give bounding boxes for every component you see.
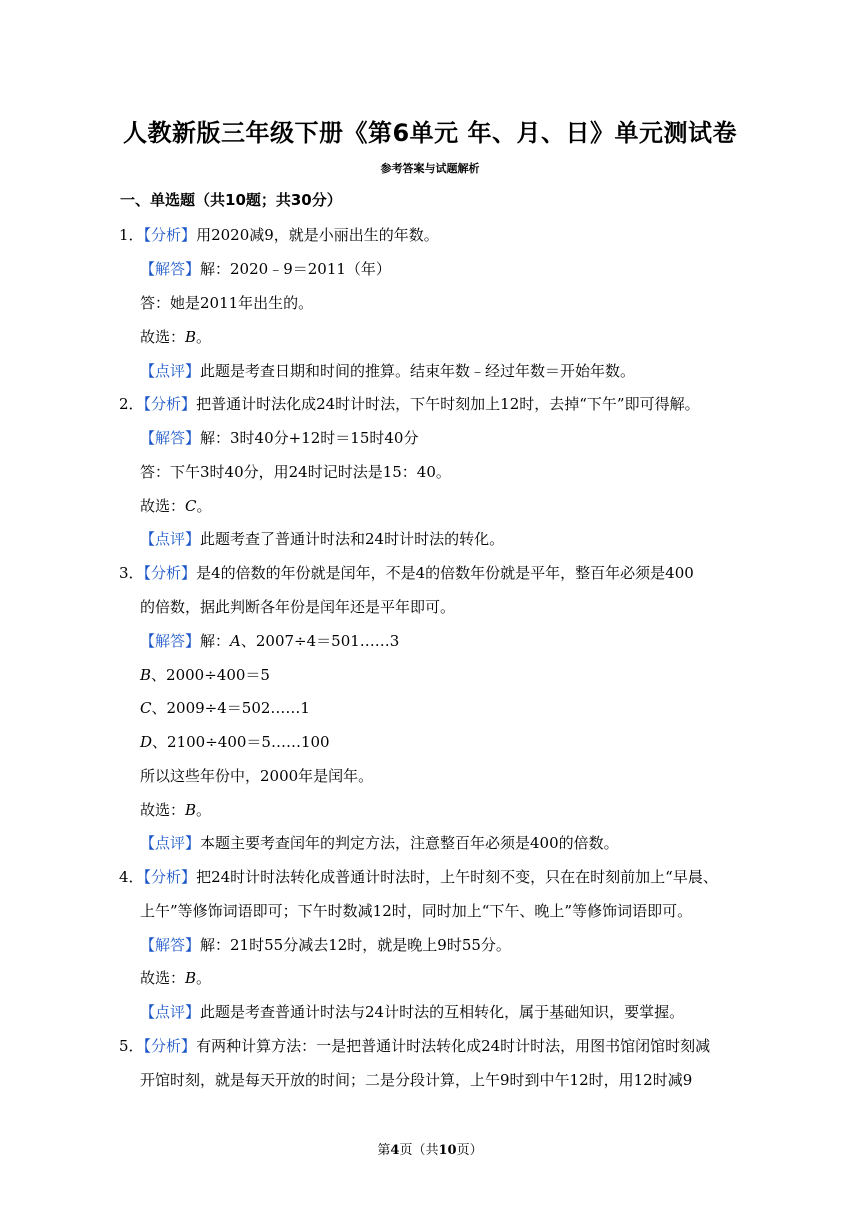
question-number: 4． xyxy=(119,868,144,886)
question-4-analysis-cont: 上午”等修饰词语即可；下午时数减12时，同时加上“下午、晚上”等修饰词语即可。 xyxy=(140,902,693,920)
document-subtitle: 参考答案与试题解析 xyxy=(380,162,480,175)
analysis-text: 用2020减9，就是小丽出生的年数。 xyxy=(196,226,439,244)
question-number: 3． xyxy=(119,564,144,582)
answer-tag: 【解答】 xyxy=(140,936,201,954)
question-2-comment xyxy=(140,528,504,550)
question-number: 2． xyxy=(119,395,144,413)
comment-text: 此题考查了普通计时法和24时计时法的转化。 xyxy=(200,530,505,548)
question-5-analysis-cont: 开馆时刻，就是每天开放的时间；二是分段计算，上午9时到中午12时，用12时减9 xyxy=(140,1071,693,1089)
question-1-comment xyxy=(140,360,635,382)
question-3-answer: 【解答】解：A、2007÷4＝501……3 xyxy=(140,632,400,650)
choice-letter: B xyxy=(185,969,197,987)
choice-letter: B xyxy=(185,328,197,346)
analysis-text: 有两种计算方法：一是把普通计时法转化成24时计时法，用图书馆闭馆时刻减 xyxy=(196,1037,711,1055)
question-3-analysis-cont: 的倍数，据此判断各年份是闰年还是平年即可。 xyxy=(140,598,456,616)
page-number: 4 xyxy=(390,1143,400,1158)
question-2-reply: 答：下午3时40分，用24时记时法是15：40。 xyxy=(140,463,451,481)
analysis-tag: 【分析】 xyxy=(143,226,197,244)
comment-tag: 【点评】 xyxy=(140,834,201,852)
option-letter: D xyxy=(140,733,153,751)
analysis-tag: 【分析】 xyxy=(143,1037,197,1055)
page-footer: 第4页（共10页） xyxy=(377,1143,483,1158)
comment-tag: 【点评】 xyxy=(140,530,201,548)
analysis-tag: 【分析】 xyxy=(143,564,197,582)
question-4-answer xyxy=(140,934,511,956)
question-1-reply: 答：她是2011年出生的。 xyxy=(140,294,314,312)
comment-text: 本题主要考查闰年的判定方法，注意整百年必须是400的倍数。 xyxy=(200,834,619,852)
answer-tag: 【解答】 xyxy=(140,632,201,650)
question-4-choice: 故选：B。 xyxy=(140,969,212,987)
choice-letter: C xyxy=(185,497,197,515)
document-title: 人教新版三年级下册《第6单元 年、月、日》单元测试卷 xyxy=(122,119,738,147)
question-3-analysis xyxy=(119,562,694,584)
question-number: 1． xyxy=(119,226,144,244)
analysis-tag: 【分析】 xyxy=(143,868,197,886)
choice-letter: B xyxy=(185,801,197,819)
question-5-analysis xyxy=(119,1035,710,1057)
comment-text: 此题是考查日期和时间的推算。结束年数﹣经过年数＝开始年数。 xyxy=(200,362,636,380)
analysis-tag: 【分析】 xyxy=(143,395,197,413)
question-3-comment xyxy=(140,832,619,854)
question-1-answer xyxy=(140,258,391,280)
question-3-calc-b: B、2000÷400＝5 xyxy=(140,666,270,684)
question-3-calc-c: C、2009÷4＝502……1 xyxy=(140,699,310,717)
option-letter: C xyxy=(140,699,152,717)
question-4-analysis xyxy=(119,866,718,888)
analysis-text: 是4的倍数的年份就是闰年，不是4的倍数年份就是平年，整百年必须是400 xyxy=(196,564,694,582)
answer-text: 解：2020﹣9＝2011（年） xyxy=(200,260,391,278)
question-3-choice: 故选：B。 xyxy=(140,801,212,819)
question-number: 5． xyxy=(119,1037,144,1055)
analysis-text: 把普通计时法化成24时计时法，下午时刻加上12时，去掉“下午”即可得解。 xyxy=(196,395,700,413)
analysis-text: 把24时计时法转化成普通计时法时，上午时刻不变，只在在时刻前加上“早晨、 xyxy=(196,868,718,886)
section-heading: 一、单选题（共10题；共30分） xyxy=(120,191,342,209)
question-3-conclusion: 所以这些年份中，2000年是闰年。 xyxy=(140,767,374,785)
question-2-analysis xyxy=(119,393,700,415)
answer-text: 解：21时55分减去12时，就是晚上9时55分。 xyxy=(200,936,511,954)
answer-text: 、2007÷4＝501……3 xyxy=(240,632,400,650)
question-4-comment xyxy=(140,1001,684,1023)
question-2-choice: 故选：C。 xyxy=(140,497,212,515)
question-1-choice: 故选：B。 xyxy=(140,328,212,346)
question-3-calc-d: D、2100÷400＝5……100 xyxy=(140,733,330,751)
answer-tag: 【解答】 xyxy=(140,429,201,447)
question-1-analysis xyxy=(119,224,439,246)
question-2-answer xyxy=(140,427,418,449)
comment-tag: 【点评】 xyxy=(140,1003,201,1021)
comment-tag: 【点评】 xyxy=(140,362,201,380)
answer-tag: 【解答】 xyxy=(140,260,201,278)
option-letter: B xyxy=(140,666,152,684)
option-letter: A xyxy=(230,632,241,650)
total-pages: 10 xyxy=(438,1143,457,1158)
comment-text: 此题是考查普通计时法与24计时法的互相转化，属于基础知识，要掌握。 xyxy=(200,1003,685,1021)
answer-text: 解：3时40分+12时＝15时40分 xyxy=(200,429,419,447)
